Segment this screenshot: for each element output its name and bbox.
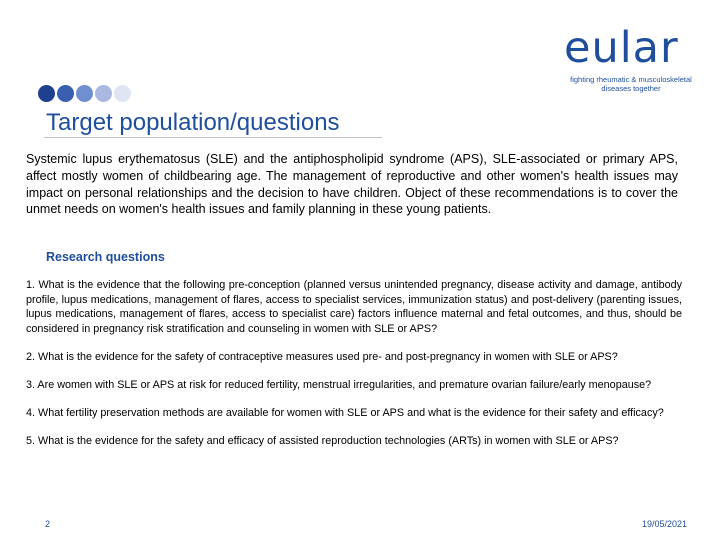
slide-title: Target population/questions: [46, 109, 340, 136]
dot-icon: [95, 85, 112, 102]
page-number: 2: [45, 519, 51, 529]
logo-tagline: [566, 75, 696, 93]
logo-tagline-line1: fighting rheumatic & musculoskeletal: [570, 75, 692, 84]
research-question-3: 3. Are women with SLE or APS at risk for reduced fertility, menstrual irregularities, and premature ovarian failure/early menopause?: [26, 378, 652, 391]
dot-icon: [76, 85, 93, 102]
research-questions-heading: Research questions: [46, 250, 165, 264]
logo-wordmark: eular: [564, 23, 679, 73]
dot-icon: [114, 85, 131, 102]
decorative-dots: [38, 85, 133, 102]
research-questions-list: [26, 278, 682, 462]
title-divider: [44, 137, 382, 138]
research-question-4: 4. What fertility preservation methods are available for women with SLE or APS and what is the evidence for their safety and efficacy?: [26, 406, 664, 419]
research-question-5: 5. What is the evidence for the safety and efficacy of assisted reproduction technologies (ARTs) in women with SLE or APS?: [26, 434, 619, 447]
research-question-2: 2. What is the evidence for the safety of contraceptive measures used pre- and post-pregnancy in women with SLE or APS?: [26, 350, 618, 363]
research-question-1: 1. What is the evidence that the following pre-conception (planned versus unintended pregnancy, disease activity and damage, antibody profile, lupus medications, management of flares, access to specialist services, immunization status) and post-delivery (parenting issues, lupus medications, management of flares, access to specialist care) factors influence maternal and fetal outcomes, and thus, should be considered in pregnancy risk stratification and counseling in women with SLE or APS?: [26, 279, 682, 335]
dot-icon: [38, 85, 55, 102]
logo-tagline-line2: diseases together: [601, 84, 661, 93]
dot-icon: [57, 85, 74, 102]
intro-paragraph: Systemic lupus erythematosus (SLE) and the antiphospholipid syndrome (APS), SLE-associated or primary APS, affect mostly women of childbearing age. The management of reproductive and other women's health issues may impact on personal relationships and the decision to have children. Object of these recommendations is to cover the unmet needs on women's health issues and family planning in these young patients.: [26, 152, 678, 217]
footer-date: 19/05/2021: [641, 519, 687, 529]
